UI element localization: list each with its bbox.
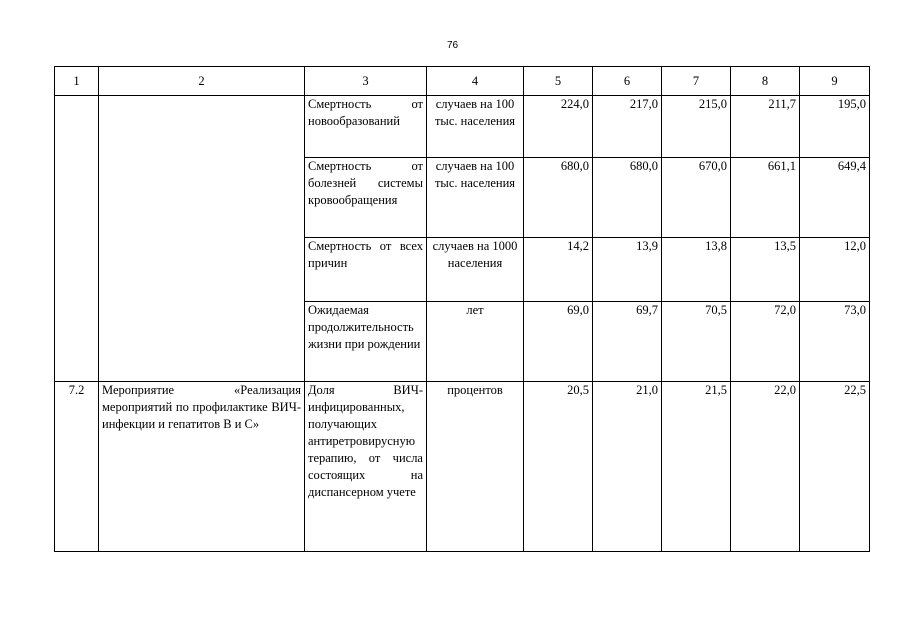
value-cell: 215,0 (662, 96, 731, 158)
value-cell: 661,1 (731, 158, 800, 238)
value-cell: 680,0 (524, 158, 593, 238)
header-cell: 5 (524, 67, 593, 96)
unit-cell: процентов (427, 382, 524, 552)
value-cell: 12,0 (800, 238, 870, 302)
value-cell: 680,0 (593, 158, 662, 238)
value-cell: 649,4 (800, 158, 870, 238)
indicator-cell: Ожидаемая продолжительность жизни при рождении (305, 302, 427, 382)
header-cell: 3 (305, 67, 427, 96)
indicator-cell: Смертность от всех причин (305, 238, 427, 302)
header-cell: 6 (593, 67, 662, 96)
code-cell-empty (55, 96, 99, 382)
value-cell: 13,5 (731, 238, 800, 302)
indicator-cell: Смертность от болезней системы кровообращения (305, 158, 427, 238)
value-cell: 69,7 (593, 302, 662, 382)
value-cell: 13,9 (593, 238, 662, 302)
header-cell: 4 (427, 67, 524, 96)
unit-cell: случаев на 100 тыс. населения (427, 158, 524, 238)
value-cell: 69,0 (524, 302, 593, 382)
unit-cell: лет (427, 302, 524, 382)
header-cell: 2 (99, 67, 305, 96)
indicator-cell: Смертность от новообразований (305, 96, 427, 158)
event-cell-empty (99, 96, 305, 382)
value-cell: 70,5 (662, 302, 731, 382)
header-cell: 9 (800, 67, 870, 96)
event-cell: Мероприятие «Реализация мероприятий по профилактике ВИЧ-инфекции и гепатитов В и С» (99, 382, 305, 552)
value-cell: 224,0 (524, 96, 593, 158)
table-row (55, 96, 870, 158)
value-cell: 195,0 (800, 96, 870, 158)
indicators-table (54, 66, 870, 552)
value-cell: 22,5 (800, 382, 870, 552)
header-cell: 7 (662, 67, 731, 96)
value-cell: 211,7 (731, 96, 800, 158)
value-cell: 13,8 (662, 238, 731, 302)
value-cell: 22,0 (731, 382, 800, 552)
indicator-cell: Доля ВИЧ-инфицированных, получающих антиретровирусную терапию, от числа состоящих на диспансерном учете (305, 382, 427, 552)
value-cell: 73,0 (800, 302, 870, 382)
unit-cell: случаев на 100 тыс. населения (427, 96, 524, 158)
value-cell: 21,0 (593, 382, 662, 552)
value-cell: 217,0 (593, 96, 662, 158)
value-cell: 14,2 (524, 238, 593, 302)
header-row (55, 67, 870, 96)
code-cell: 7.2 (55, 382, 99, 552)
value-cell: 670,0 (662, 158, 731, 238)
page-number: 76 (446, 40, 459, 51)
header-cell: 8 (731, 67, 800, 96)
value-cell: 20,5 (524, 382, 593, 552)
table-row (55, 382, 870, 552)
value-cell: 21,5 (662, 382, 731, 552)
value-cell: 72,0 (731, 302, 800, 382)
unit-cell: случаев на 1000 населения (427, 238, 524, 302)
header-cell: 1 (55, 67, 99, 96)
